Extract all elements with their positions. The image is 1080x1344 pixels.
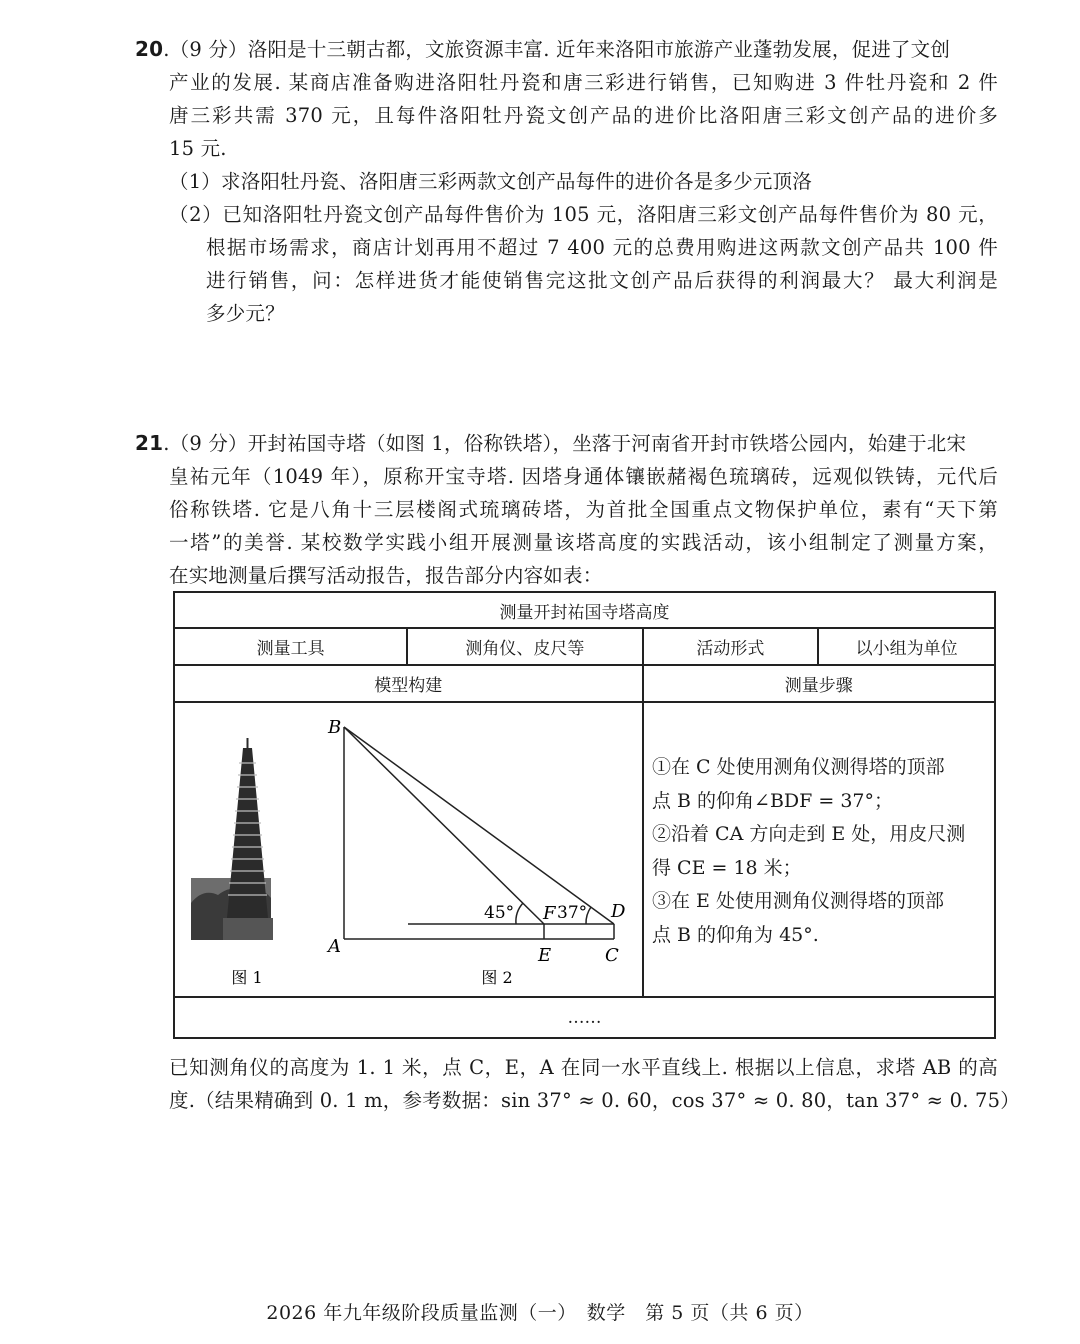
q20-part2-line-4: 多少元？ xyxy=(206,302,285,325)
label-E: E xyxy=(538,945,552,966)
figures xyxy=(173,703,643,998)
tool-label: 测量工具 xyxy=(174,628,407,665)
table-ellipsis: …… xyxy=(174,997,995,1038)
q21-number: 21 xyxy=(135,431,164,455)
q20-part1: （1）求洛阳牡丹瓷、洛阳唐三彩两款文创产品每件的进价各是多少元顶洛 xyxy=(169,170,813,193)
q21-line-3: 俗称铁塔. 它是八角十三层楼阁式琉璃砖塔，为首批全国重点文物保护单位，素有“天下第 xyxy=(169,498,998,521)
pagoda-photo xyxy=(191,738,273,940)
label-A: A xyxy=(328,936,341,957)
q21-line-5: 在实地测量后撰写活动报告，报告部分内容如表： xyxy=(169,564,603,587)
q20-part2-line-3: 进行销售，问：怎样进货才能使销售完这批文创产品后获得的利润最大？ 最大利润是 xyxy=(206,269,998,292)
q20-line-4: 15 元. xyxy=(169,137,227,160)
q20-line-1: 20.（9 分）洛阳是十三朝古都，文旅资源丰富. 近年来洛阳市旅游产业蓬勃发展，促进了文创 xyxy=(135,37,951,61)
step-line: 点 B 的仰角∠BDF = 37°； xyxy=(652,789,894,812)
step-line: ①在 C 处使用测角仪测得塔的顶部 xyxy=(652,756,945,778)
step-line: ③在 E 处使用测角仪测得塔的顶部 xyxy=(652,890,944,912)
steps-header: 测量步骤 xyxy=(643,665,995,702)
q21-line-4: 一塔”的美誉. 某校数学实践小组开展测量该塔高度的实践活动，该小组制定了测量方案， xyxy=(169,531,998,554)
form-value: 以小组为单位 xyxy=(818,628,995,665)
page-footer: 2026 年九年级阶段质量监测（一） 数学 第 5 页（共 6 页） xyxy=(266,1302,814,1324)
q20-part2-line-2: 根据市场需求，商店计划再用不超过 7 400 元的总费用购进这两款文创产品共 100 件 xyxy=(206,236,998,259)
step-line: 得 CE = 18 米； xyxy=(652,856,802,879)
q21-line-1: 21.（9 分）开封祐国寺塔（如图 1，俗称铁塔），坐落于河南省开封市铁塔公园内，始建于北宋 xyxy=(135,431,967,455)
q20-part2-line-1: （2）已知洛阳牡丹瓷文创产品每件售价为 105 元，洛阳唐三彩文创产品每件售价为 80 元， xyxy=(169,203,998,226)
tool-value: 测角仪、皮尺等 xyxy=(407,628,642,665)
q21-after-line-2: 度.（结果精确到 0. 1 m，参考数据：sin 37° ≈ 0. 60，cos 37° ≈ 0. 80，tan 37° ≈ 0. 75） xyxy=(169,1089,1020,1112)
q20-line-2: 产业的发展. 某商店准备购进洛阳牡丹瓷和唐三彩进行销售，已知购进 3 件牡丹瓷和 2 件 xyxy=(169,71,998,94)
q21-line-2: 皇祐元年（1049 年），原称开宝寺塔. 因塔身通体镶嵌赭褐色琉璃砖，远观似铁铸，元代后 xyxy=(169,465,998,488)
steps-list xyxy=(652,751,965,952)
table-title: 测量开封祐国寺塔高度 xyxy=(174,592,995,628)
step-line: ②沿着 CA 方向走到 E 处，用皮尺测 xyxy=(652,823,966,845)
label-D: D xyxy=(611,901,626,922)
angle-45: 45° xyxy=(484,903,515,923)
q20-line-3: 唐三彩共需 370 元，且每件洛阳牡丹瓷文创产品的进价比洛阳唐三彩文创产品的进价多 xyxy=(169,104,998,127)
fig1-caption: 图 1 xyxy=(231,968,263,987)
q20-number: 20 xyxy=(135,37,164,61)
angle-37: 37° xyxy=(557,903,588,923)
q21-after-line-1: 已知测角仪的高度为 1. 1 米，点 C，E，A 在同一水平直线上. 根据以上信息，求塔 AB 的高 xyxy=(169,1056,998,1079)
step-line: 点 B 的仰角为 45°. xyxy=(652,923,819,946)
label-F: F xyxy=(543,903,556,924)
label-C: C xyxy=(605,945,619,966)
form-label: 活动形式 xyxy=(643,628,819,665)
label-B: B xyxy=(328,717,342,738)
model-header: 模型构建 xyxy=(174,665,643,702)
fig2-caption: 图 2 xyxy=(481,968,513,987)
